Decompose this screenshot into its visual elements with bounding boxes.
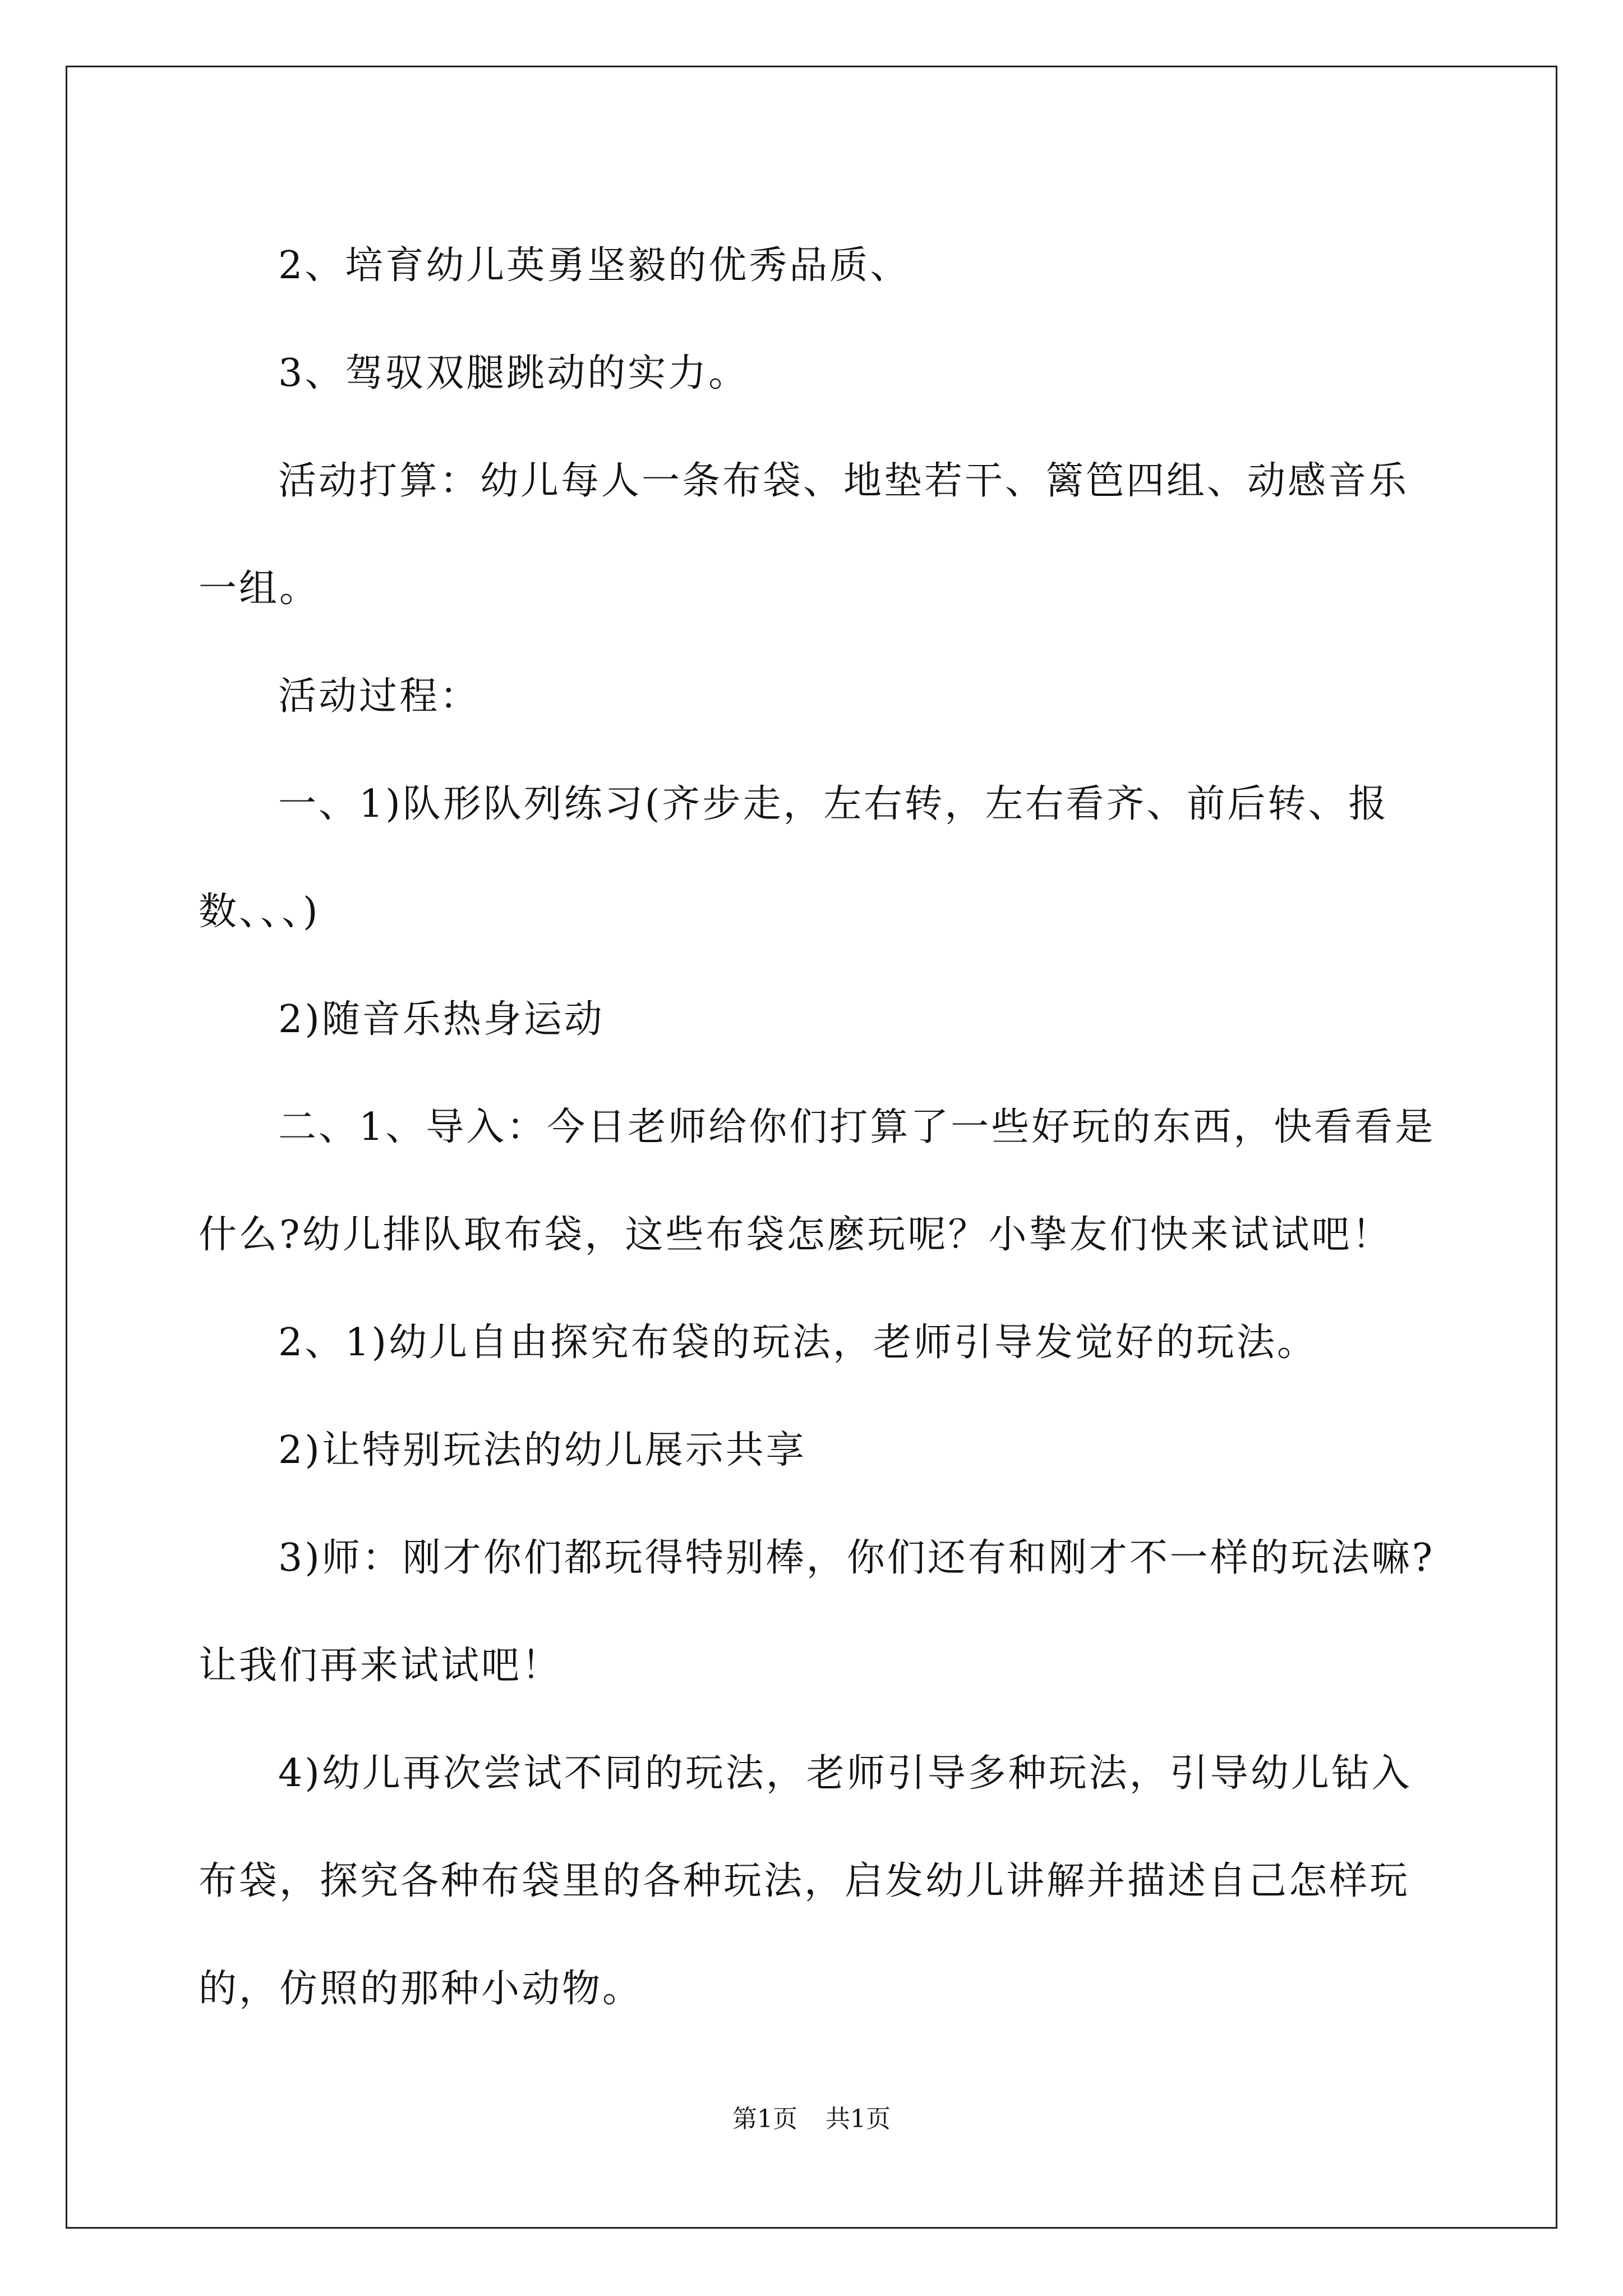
paragraph-2: 3、驾驭双腿跳动的实力。	[278, 351, 749, 395]
paragraph-6: 2)随音乐热身运动	[278, 997, 605, 1042]
paragraph-3: 活动打算：幼儿每人一条布袋、地垫若干、篱笆四组、动感音乐一组。	[199, 459, 1409, 611]
paragraph-7: 二、1、导入：今日老师给你们打算了一些好玩的东西，快看看是什么?幼儿排队取布袋，这些布袋怎麽玩呢？小挚友们快来试试吧！	[199, 1105, 1436, 1257]
paragraph-4: 活动过程：	[278, 674, 481, 719]
page-number-current: 第1页	[732, 2105, 797, 2133]
paragraph-8: 2、1)幼儿自由探究布袋的玩法，老师引导发觉好的玩法。	[278, 1320, 1318, 1365]
paragraph-10: 3)师：刚才你们都玩得特别棒，你们还有和刚才不一样的玩法嘛?让我们再来试试吧！	[199, 1536, 1435, 1688]
document-body	[199, 212, 1438, 2043]
page-footer	[0, 2102, 1623, 2136]
paragraph-5: 一、1)队形队列练习(齐步走，左右转，左右看齐、前后转、报数、、、)	[199, 782, 1389, 934]
page-number-total: 共1页	[826, 2105, 891, 2133]
paragraph-11: 4)幼儿再次尝试不同的玩法，老师引导多种玩法，引导幼儿钻入布袋，探究各种布袋里的各种玩法，启发幼儿讲解并描述自己怎样玩的，仿照的那种小动物。	[199, 1751, 1412, 2011]
paragraph-1: 2、培育幼儿英勇坚毅的优秀品质、	[278, 243, 911, 288]
paragraph-9: 2)让特别玩法的幼儿展示共享	[278, 1428, 806, 1473]
